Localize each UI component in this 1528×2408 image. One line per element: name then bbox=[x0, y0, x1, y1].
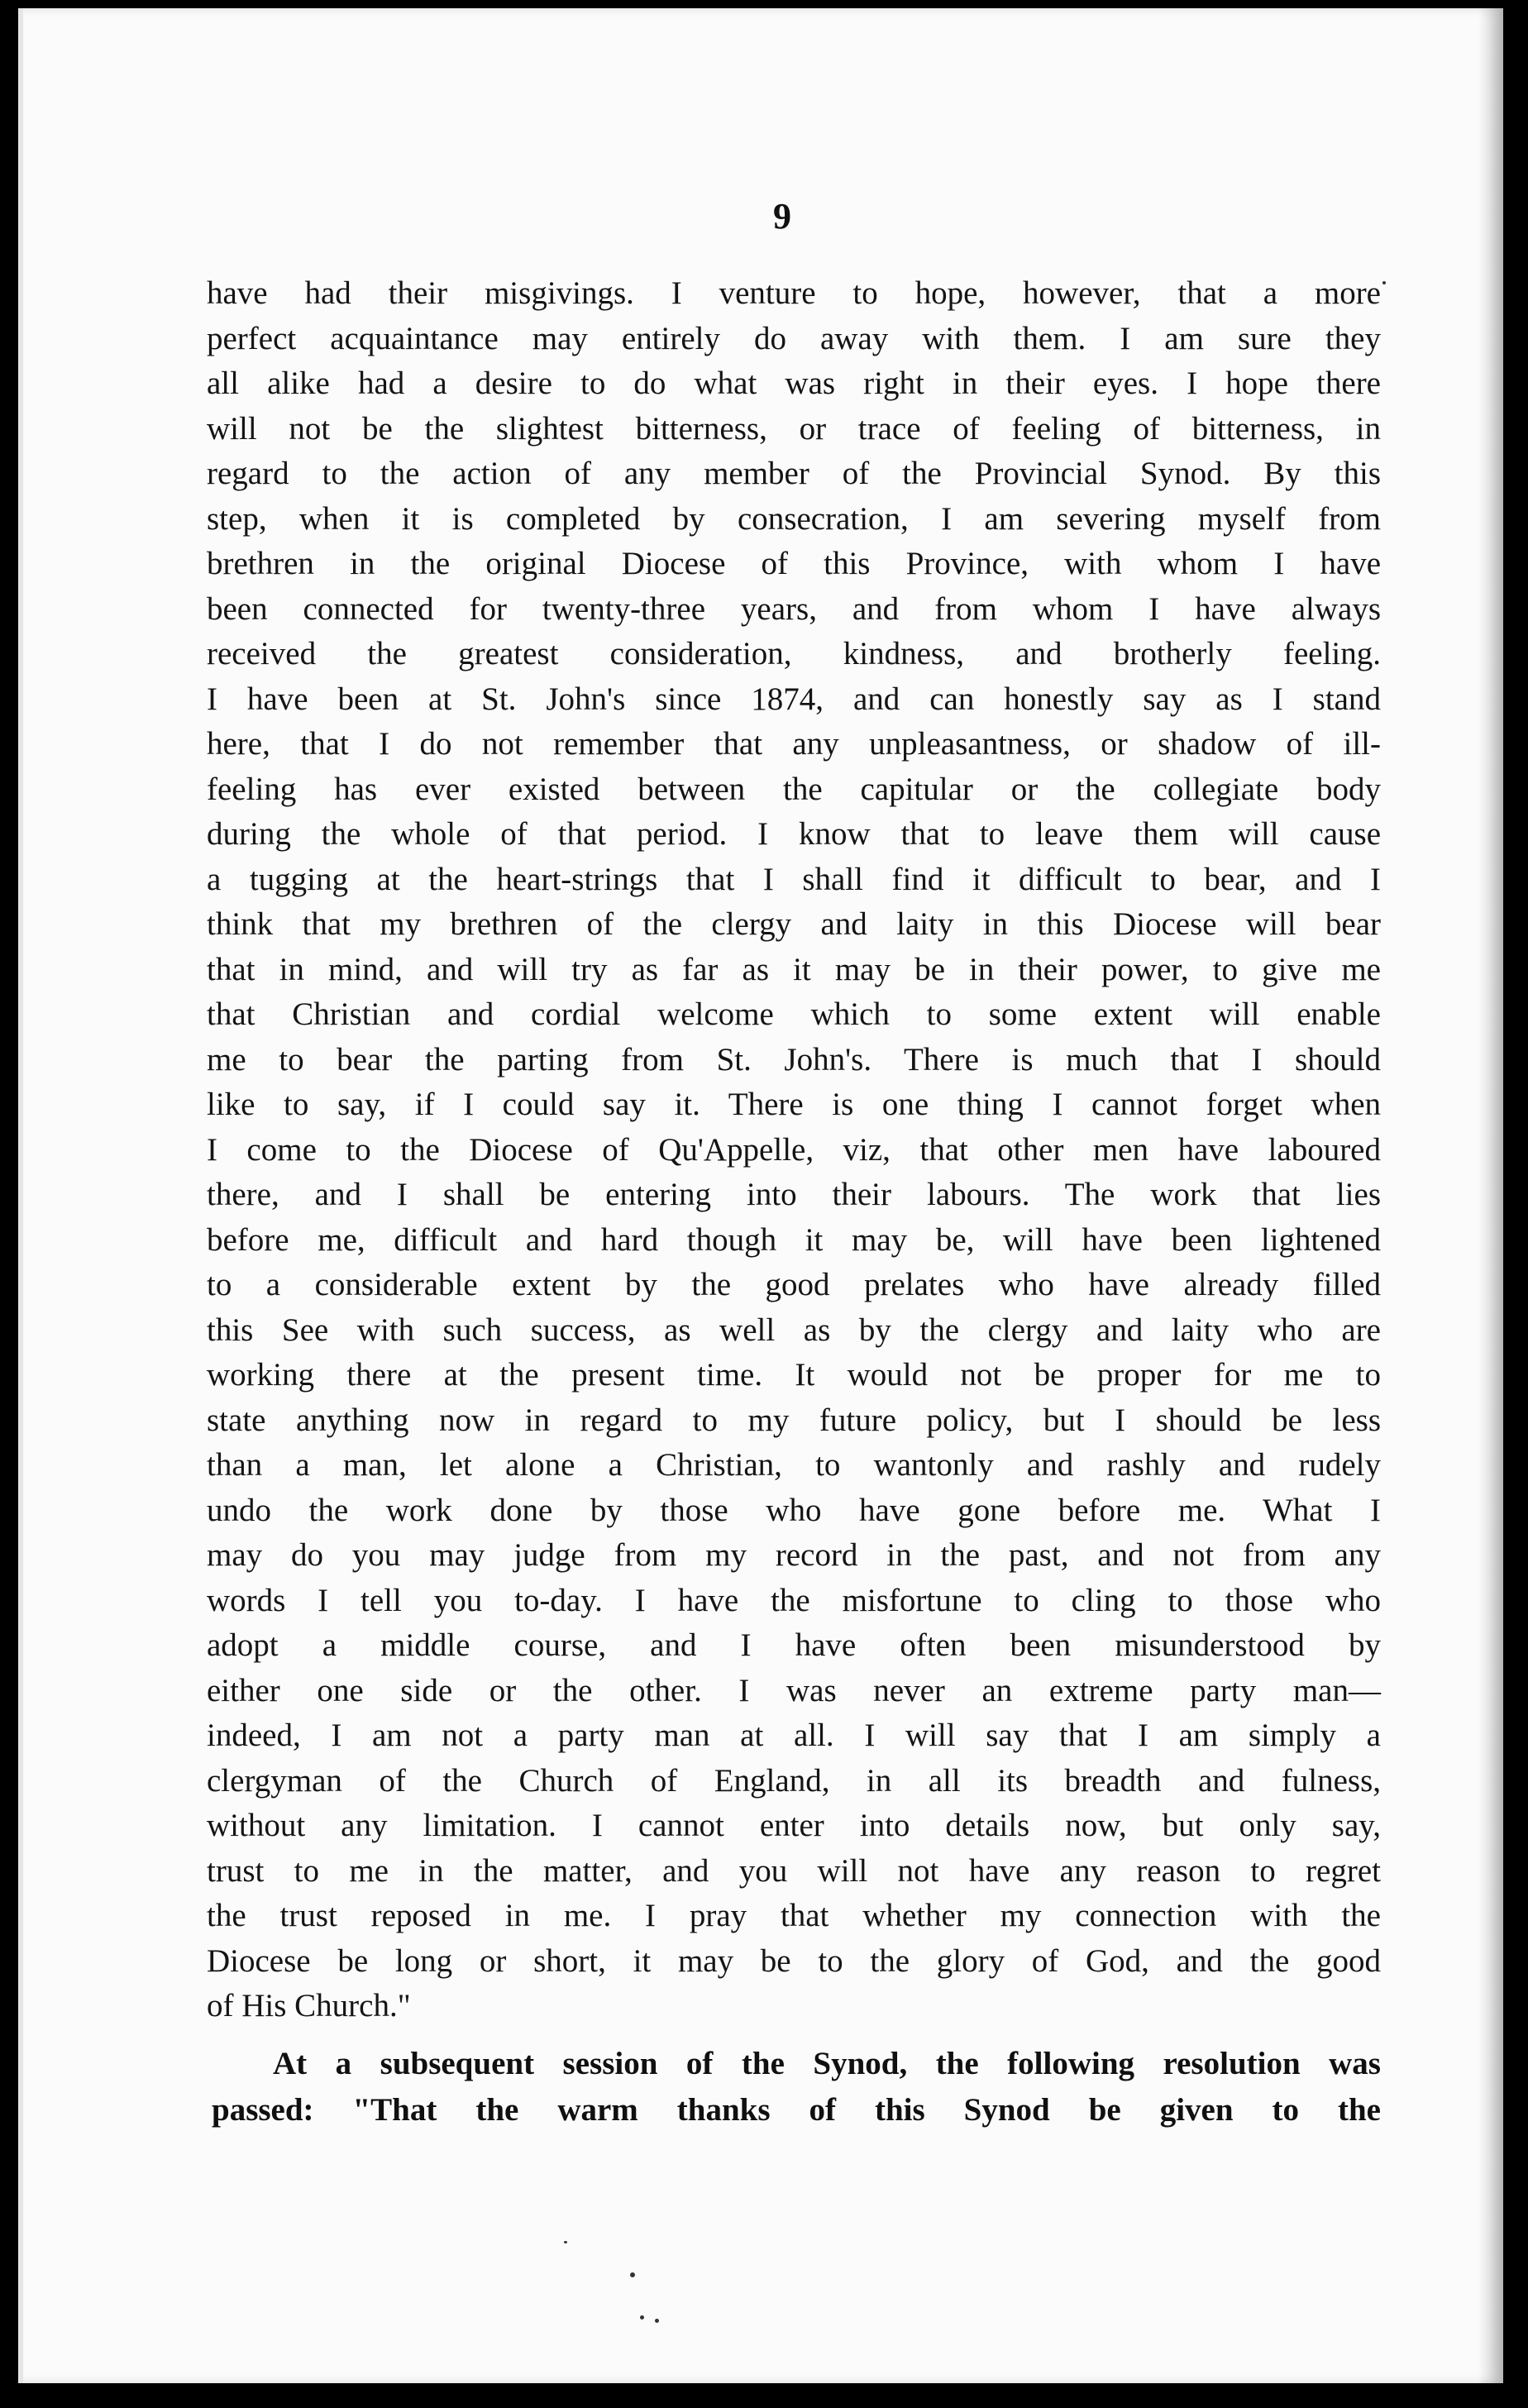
text-line: here, that I do not remember that any unpleasantness, or shadow of ill- bbox=[207, 726, 1381, 762]
text-line: passed: "That the warm thanks of this Synod be given to the bbox=[212, 2092, 1381, 2128]
page-number: 9 bbox=[773, 196, 791, 236]
text-line: think that my brethren of the clergy and laity in this Diocese will bear bbox=[207, 906, 1381, 942]
text-line: state anything now in regard to my future policy, but I should be less bbox=[207, 1402, 1381, 1438]
text-line: I have been at St. John's since 1874, and can honestly say as I stand bbox=[207, 681, 1381, 717]
body-text bbox=[207, 271, 1381, 2029]
text-line: either one side or the other. I was never an extreme party man— bbox=[207, 1672, 1381, 1708]
scan-speck bbox=[1382, 281, 1386, 284]
text-line: to a considerable extent by the good prelates who have already filled bbox=[207, 1267, 1381, 1302]
text-line: without any limitation. I cannot enter into details now, but only say, bbox=[207, 1808, 1381, 1843]
text-line: I come to the Diocese of Qu'Appelle, viz, that other men have laboured bbox=[207, 1131, 1381, 1168]
text-line: there, and I shall be entering into their labours. The work that lies bbox=[207, 1177, 1381, 1212]
text-line: have had their misgivings. I venture to hope, however, that a more bbox=[207, 275, 1381, 311]
text-line: may do you may judge from my record in the past, and not from any bbox=[207, 1537, 1381, 1573]
text-line: brethren in the original Diocese of this Province, with whom I have bbox=[207, 546, 1381, 581]
text-line: clergyman of the Church of England, in all its breadth and fulness, bbox=[207, 1762, 1381, 1799]
text-line: this See with such success, as well as by the clergy and laity who are bbox=[207, 1312, 1381, 1348]
text-line: regard to the action of any member of the Provincial Synod. By this bbox=[207, 456, 1381, 491]
scan-speck bbox=[655, 2319, 659, 2323]
scanned-page bbox=[18, 8, 1503, 2383]
scan-speck bbox=[640, 2315, 644, 2320]
closing-paragraph bbox=[212, 2041, 1381, 2133]
text-line: perfect acquaintance may entirely do away with them. I am sure they bbox=[207, 320, 1381, 356]
text-line: that in mind, and will try as far as it may be in their power, to give me bbox=[207, 951, 1381, 987]
text-line: a tugging at the heart-strings that I shall find it difficult to bear, and I bbox=[207, 861, 1381, 897]
text-line: all alike had a desire to do what was right in their eyes. I hope there bbox=[207, 366, 1381, 401]
text-line: will not be the slightest bitterness, or trace of feeling of bitterness, in bbox=[207, 410, 1381, 447]
text-line: received the greatest consideration, kindness, and brotherly feeling. bbox=[207, 636, 1381, 671]
text-line: trust to me in the matter, and you will not have any reason to regret bbox=[207, 1852, 1381, 1889]
text-line: adopt a middle course, and I have often been misunderstood by bbox=[207, 1627, 1381, 1663]
text-line: me to bear the parting from St. John's. There is much that I should bbox=[207, 1041, 1381, 1077]
text-line: working there at the present time. It would not be proper for me to bbox=[207, 1357, 1381, 1393]
text-line: been connected for twenty-three years, and from whom I have always bbox=[207, 590, 1381, 627]
text-line: like to say, if I could say it. There is one thing I cannot forget when bbox=[207, 1087, 1381, 1122]
scan-speck bbox=[564, 2241, 567, 2243]
text-line: indeed, I am not a party man at all. I will say that I am simply a bbox=[207, 1718, 1381, 1753]
text-line: At a subsequent session of the Synod, the following resolution was bbox=[273, 2046, 1381, 2081]
text-line: words I tell you to-day. I have the misfortune to cling to those who bbox=[207, 1582, 1381, 1618]
text-line: that Christian and cordial welcome which to some extent will enable bbox=[207, 996, 1381, 1032]
text-line: Diocese be long or short, it may be to the glory of God, and the good bbox=[207, 1942, 1381, 1979]
text-line: feeling has ever existed between the capitular or the collegiate body bbox=[207, 771, 1381, 807]
page-edge-shadow bbox=[1478, 8, 1503, 2383]
scan-speck bbox=[630, 2272, 635, 2277]
text-line: during the whole of that period. I know that to leave them will cause bbox=[207, 816, 1381, 852]
text-line: than a man, let alone a Christian, to wantonly and rashly and rudely bbox=[207, 1447, 1381, 1483]
text-line: the trust reposed in me. I pray that whether my connection with the bbox=[207, 1898, 1381, 1933]
text-line: before me, difficult and hard though it may be, will have been lightened bbox=[207, 1221, 1381, 1258]
text-line: of His Church." bbox=[207, 1988, 411, 2023]
text-line: step, when it is completed by consecration, I am severing myself from bbox=[207, 500, 1381, 537]
text-line: undo the work done by those who have gone before me. What I bbox=[207, 1492, 1381, 1528]
